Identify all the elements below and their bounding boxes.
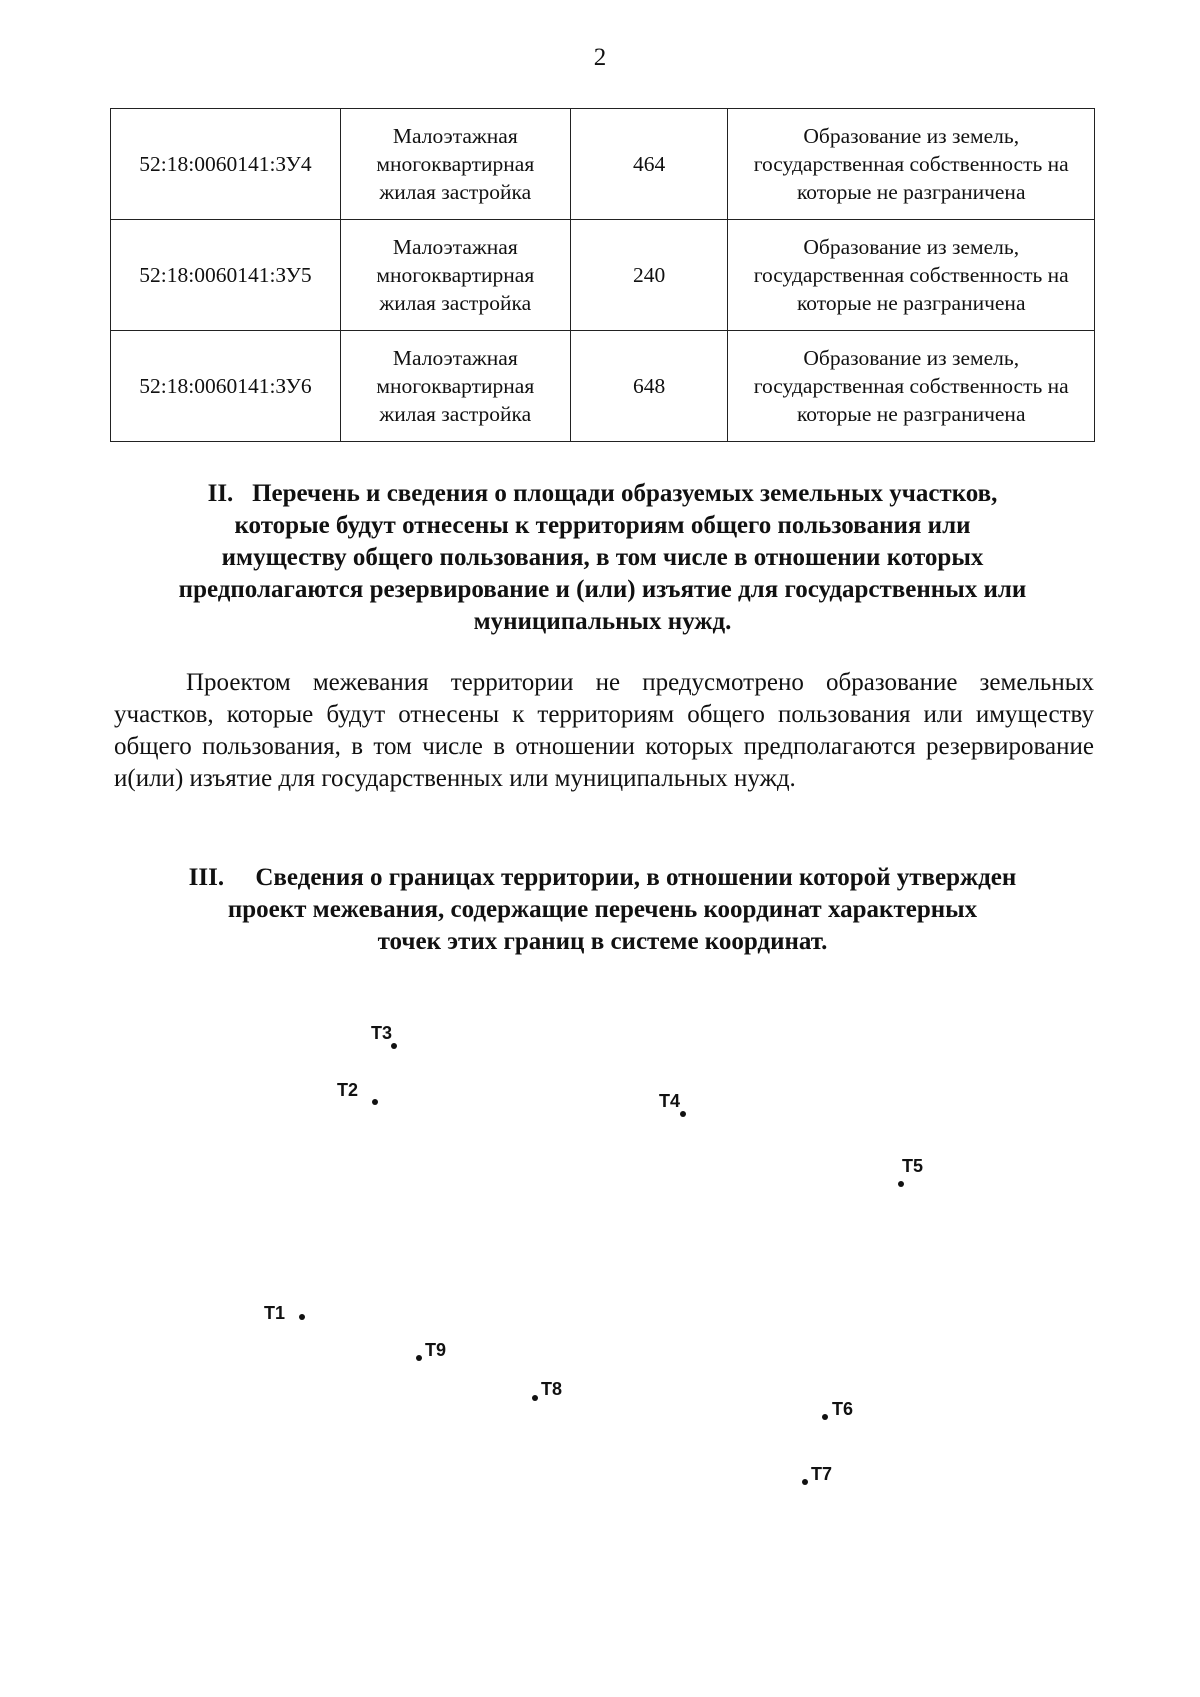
use-line: Малоэтажная (392, 346, 518, 370)
method-line: которые не разграничена (796, 402, 1026, 426)
point-marker (391, 1043, 397, 1049)
method-line: Образование из земель, (803, 346, 1020, 370)
use-line: Малоэтажная (392, 235, 518, 259)
point-label: Т4 (659, 1091, 681, 1111)
boundary-point-t9 (416, 1340, 446, 1361)
use-line: жилая застройка (379, 402, 532, 426)
point-marker (898, 1181, 904, 1187)
section-2-title-line: муниципальных нужд. (473, 608, 732, 635)
point-label: Т9 (425, 1340, 447, 1360)
boundary-points-figure (0, 990, 1200, 1550)
use-line: жилая застройка (379, 180, 532, 204)
cadastral-cell: 52:18:0060141:ЗУ5 (111, 220, 341, 331)
use-line: Малоэтажная (392, 124, 518, 148)
method-line: которые не разграничена (796, 291, 1026, 315)
boundary-point-t5 (898, 1156, 923, 1187)
method-line: которые не разграничена (796, 180, 1026, 204)
section-2-title-line: предполагаются резервирование и (или) изъятие для государственных или (178, 576, 1027, 603)
use-line: жилая застройка (379, 291, 532, 315)
point-marker (680, 1111, 686, 1117)
point-marker (416, 1355, 422, 1361)
area-cell: 240 (570, 220, 728, 331)
section-2-paragraph: Проектом межевания территории не предусмотрено образование земельных участков, которые будут отнесены к территориям общего пользования или имуществу общего пользования, в том числе в отношении которых предполагаются резервирование и(или) изъятие для государственных или муниципальных нужд. (114, 669, 1094, 792)
point-marker (532, 1395, 538, 1401)
page-number: 2 (593, 44, 607, 71)
section-2-heading (110, 478, 1095, 638)
method-cell (728, 331, 1095, 442)
section-3-numeral: III. (188, 864, 225, 891)
section-3-title-text: Сведения о границах территории, в отношении которой утвержден (255, 864, 1017, 891)
section-3-heading (110, 862, 1095, 958)
use-cell (340, 220, 570, 331)
point-label: Т6 (832, 1399, 854, 1419)
boundary-point-t4 (659, 1091, 686, 1117)
section-2-numeral: II. (207, 480, 234, 507)
boundary-point-t7 (802, 1464, 832, 1485)
boundary-point-t2 (337, 1080, 378, 1105)
point-label: Т8 (541, 1379, 563, 1399)
point-marker (372, 1099, 378, 1105)
method-line: государственная собственность на (753, 263, 1069, 287)
section-2-title-line: имуществу общего пользования, в том числе в отношении которых (221, 544, 984, 571)
point-label: Т1 (264, 1303, 286, 1323)
section-2-title-line (110, 478, 1095, 510)
area-cell: 648 (570, 331, 728, 442)
section-3-title-line (110, 862, 1095, 894)
point-marker (802, 1479, 808, 1485)
method-line: государственная собственность на (753, 374, 1069, 398)
point-marker (822, 1414, 828, 1420)
boundary-point-t8 (532, 1379, 562, 1401)
section-3-title-line: точек этих границ в системе координат. (377, 928, 828, 955)
use-line: многоквартирная (376, 263, 535, 287)
plots-table (110, 108, 1095, 442)
method-line: Образование из земель, (803, 124, 1020, 148)
method-line: государственная собственность на (753, 152, 1069, 176)
section-2-title-text: Перечень и сведения о площади образуемых земельных участков, (252, 480, 998, 507)
boundary-point-t1 (264, 1303, 305, 1323)
table-row (111, 331, 1095, 442)
use-cell (340, 109, 570, 220)
use-line: многоквартирная (376, 152, 535, 176)
use-line: многоквартирная (376, 374, 535, 398)
table-row (111, 109, 1095, 220)
point-marker (299, 1314, 305, 1320)
method-line: Образование из земель, (803, 235, 1020, 259)
point-label: Т3 (371, 1023, 393, 1043)
point-label: Т2 (337, 1080, 359, 1100)
table-row (111, 220, 1095, 331)
section-2-title-line: которые будут отнесены к территориям общего пользования или (234, 512, 971, 539)
cadastral-cell: 52:18:0060141:ЗУ4 (111, 109, 341, 220)
boundary-point-t6 (822, 1399, 853, 1420)
section-3-title-line: проект межевания, содержащие перечень координат характерных (227, 896, 978, 923)
area-cell: 464 (570, 109, 728, 220)
method-cell (728, 220, 1095, 331)
point-label: Т5 (902, 1156, 924, 1176)
point-label: Т7 (811, 1464, 833, 1484)
use-cell (340, 331, 570, 442)
cadastral-cell: 52:18:0060141:ЗУ6 (111, 331, 341, 442)
method-cell (728, 109, 1095, 220)
boundary-point-t3 (371, 1023, 397, 1049)
